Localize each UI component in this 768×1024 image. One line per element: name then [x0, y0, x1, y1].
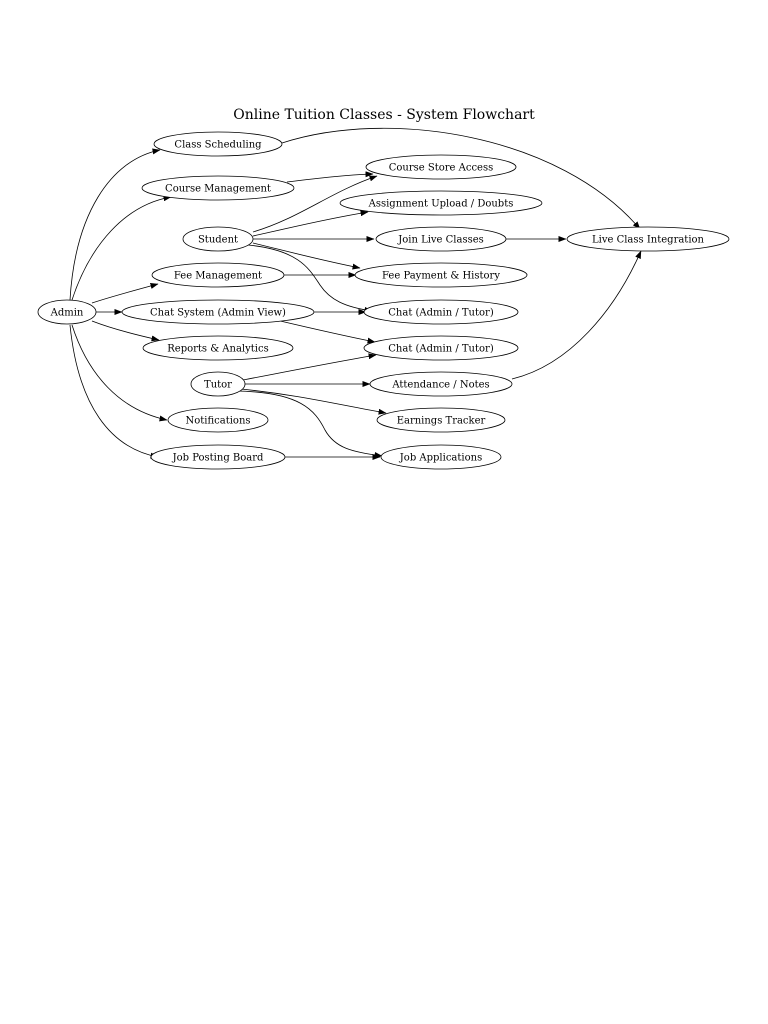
node-attendance-notes: [370, 372, 512, 396]
node-job-applications: [381, 445, 501, 469]
node-reports-analytics-label: Reports & Analytics: [167, 343, 269, 355]
node-class-scheduling: [154, 132, 282, 156]
node-live-class-integration: [567, 227, 729, 251]
node-chat-system-admin-view: [122, 300, 314, 324]
node-fee-management: [152, 263, 284, 287]
node-job-posting-board-label: Job Posting Board: [172, 452, 264, 464]
edge-admin-notifications: [72, 325, 167, 420]
node-reports-analytics: [143, 336, 293, 360]
node-tutor: [191, 372, 245, 396]
edge-attendance-notes-live-class-integration: [512, 251, 641, 379]
edge-admin-reports-analytics: [92, 321, 159, 340]
node-assignment-upload-doubts-label: Assignment Upload / Doubts: [368, 198, 514, 210]
edge-student-fee-payment-history: [253, 243, 360, 268]
node-join-live-classes-label: Join Live Classes: [398, 234, 484, 246]
diagram-title: Online Tuition Classes - System Flowchart: [233, 107, 535, 123]
nodes-layer: [38, 132, 729, 469]
node-job-applications-label: Job Applications: [399, 452, 483, 464]
node-tutor-label: Tutor: [204, 379, 232, 391]
node-assignment-upload-doubts: [340, 191, 542, 215]
edge-tutor-chat-admin-tutor-tutor: [243, 355, 376, 380]
node-student: [183, 227, 253, 251]
node-admin-label: Admin: [50, 307, 84, 319]
node-admin: [38, 300, 96, 324]
node-chat-system-admin-view-label: Chat System (Admin View): [150, 307, 286, 319]
edge-admin-class-scheduling: [70, 150, 160, 300]
node-attendance-notes-label: Attendance / Notes: [392, 379, 490, 391]
node-course-management-label: Course Management: [165, 183, 271, 195]
node-chat-admin-tutor-student: [364, 300, 518, 324]
node-chat-admin-tutor-tutor-label: Chat (Admin / Tutor): [388, 343, 494, 355]
node-course-store-access: [366, 155, 516, 179]
node-fee-payment-history: [355, 263, 527, 287]
node-fee-management-label: Fee Management: [173, 270, 263, 282]
node-chat-admin-tutor-student-label: Chat (Admin / Tutor): [388, 307, 494, 319]
node-earnings-tracker-label: Earnings Tracker: [396, 415, 486, 427]
edge-student-assignment-upload-doubts: [253, 212, 368, 236]
node-chat-admin-tutor-tutor: [364, 336, 518, 360]
node-course-store-access-label: Course Store Access: [388, 162, 494, 174]
edge-admin-job-posting-board: [70, 325, 158, 457]
edges-layer: [70, 128, 641, 457]
node-live-class-integration-label: Live Class Integration: [592, 234, 704, 246]
node-notifications-label: Notifications: [185, 415, 251, 427]
node-job-posting-board: [151, 445, 285, 469]
node-earnings-tracker: [377, 408, 505, 432]
node-notifications: [168, 408, 268, 432]
node-student-label: Student: [197, 234, 239, 246]
edge-chat-system-chat-admin-tutor-tutor: [276, 320, 375, 342]
node-join-live-classes: [376, 227, 506, 251]
node-fee-payment-history-label: Fee Payment & History: [382, 270, 500, 282]
edge-course-management-course-store-access: [287, 174, 373, 182]
node-class-scheduling-label: Class Scheduling: [174, 139, 262, 151]
edge-admin-fee-management: [92, 284, 158, 303]
node-course-management: [142, 176, 294, 200]
